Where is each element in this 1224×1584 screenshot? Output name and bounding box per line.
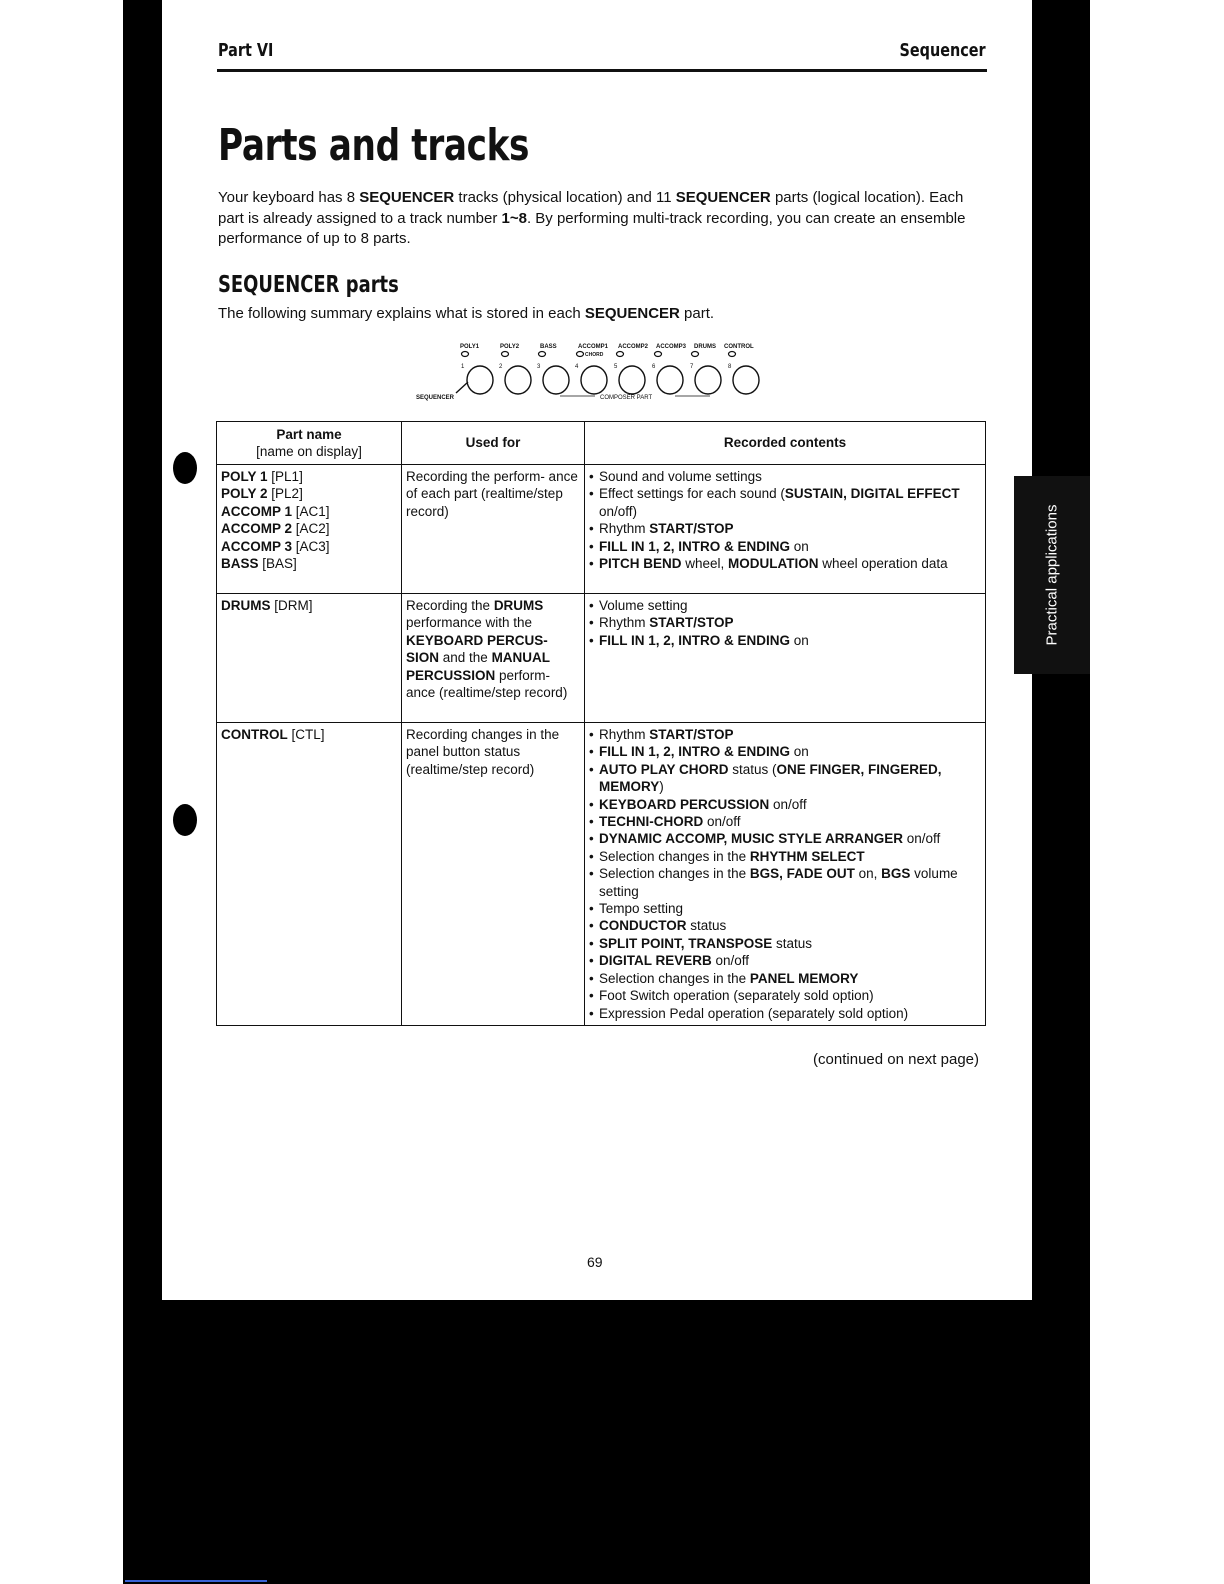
used-for-cell: Recording the perform- ance of each part (realtime/step record) xyxy=(402,465,585,594)
header-part: Part VI xyxy=(218,40,274,61)
used-for-cell: Recording changes in the panel button status (realtime/step record) xyxy=(402,723,585,1026)
summary-text: The following summary explains what is stored in each SEQUENCER part. xyxy=(218,305,715,322)
side-tab xyxy=(1014,476,1090,674)
bottom-link-line xyxy=(125,1580,267,1582)
label-drums: DRUMS xyxy=(694,344,716,350)
sequencer-label: SEQUENCER xyxy=(416,395,455,401)
svg-text:3: 3 xyxy=(537,364,541,370)
svg-text:8: 8 xyxy=(728,364,732,370)
header-part-name: Part name [name on display] xyxy=(217,422,402,465)
label-accomp2: ACCOMP2 xyxy=(618,344,649,350)
part-names-cell: DRUMS [DRM] xyxy=(217,594,402,723)
table-row xyxy=(217,465,986,594)
table-row xyxy=(217,723,986,1026)
track-numbers xyxy=(461,364,732,370)
label-control: CONTROL xyxy=(724,344,754,350)
table-header-row xyxy=(217,422,986,465)
recorded-contents-cell: • Sound and volume settings • Effect settings for each sound (SUSTAIN, DIGITAL EFFECT on/off) • Rhythm START/STOP • FILL IN 1, 2, INTRO & ENDING on • PITCH BEND wheel, MODULATION wheel operation data xyxy=(585,465,986,594)
sequencer-part-buttons-diagram xyxy=(410,338,780,408)
svg-text:7: 7 xyxy=(690,364,694,370)
label-accomp1: ACCOMP1 xyxy=(578,344,609,350)
svg-text:2: 2 xyxy=(499,364,503,370)
page-title: Parts and tracks xyxy=(218,120,530,171)
intro-paragraph: Your keyboard has 8 SEQUENCER tracks (physical location) and 11 SEQUENCER parts (logical location). Each part is already assigned to a track number 1~8. By performing multi-track recording, you can create an ensemble performance of up to 8 parts. xyxy=(218,189,966,247)
svg-text:4: 4 xyxy=(575,364,579,370)
table-row xyxy=(217,594,986,723)
header-section: Sequencer xyxy=(899,40,986,61)
scan-margin-right xyxy=(1090,0,1224,1584)
binder-hole-icon xyxy=(173,804,197,836)
label-poly2: POLY2 xyxy=(500,344,520,350)
label-chord: CHORD xyxy=(585,352,604,358)
page-number: 69 xyxy=(587,1254,603,1270)
svg-text:1: 1 xyxy=(461,364,465,370)
header-used-for: Used for xyxy=(402,422,585,465)
svg-text:5: 5 xyxy=(614,364,618,370)
header-recorded-contents: Recorded contents xyxy=(585,422,986,465)
part-names-cell: POLY 1 [PL1] POLY 2 [PL2] ACCOMP 1 [AC1] ACCOMP 2 [AC2] ACCOMP 3 [AC3] BASS [BAS] xyxy=(217,465,402,594)
used-for-cell: Recording the DRUMS performance with the KEYBOARD PERCUS- SION and the MANUAL PERCUSSION perform- ance (realtime/step record) xyxy=(402,594,585,723)
recorded-contents-cell: • Volume setting • Rhythm START/STOP • FILL IN 1, 2, INTRO & ENDING on xyxy=(585,594,986,723)
svg-text:6: 6 xyxy=(652,364,656,370)
sequencer-parts-table xyxy=(216,421,986,1026)
part-names-cell: CONTROL [CTL] xyxy=(217,723,402,1026)
label-accomp3: ACCOMP3 xyxy=(656,344,687,350)
header-rule xyxy=(217,69,987,72)
continued-note: (continued on next page) xyxy=(813,1051,979,1068)
label-poly1: POLY1 xyxy=(460,344,480,350)
label-bass: BASS xyxy=(540,344,557,350)
scan-margin-left xyxy=(0,0,123,1584)
composer-part-label: COMPOSER PART xyxy=(600,395,653,401)
binder-hole-icon xyxy=(173,452,197,484)
section-heading: SEQUENCER parts xyxy=(218,272,399,298)
track-buttons xyxy=(456,366,759,396)
side-tab-label: Practical applications xyxy=(1043,504,1061,646)
recorded-contents-cell: • Rhythm START/STOP • FILL IN 1, 2, INTRO & ENDING on • AUTO PLAY CHORD status (ONE FINGER, FINGERED, MEMORY) • KEYBOARD PERCUSSION on/off • TECHNI-CHORD on/off • DYNAMIC ACCOMP, MUSIC STYLE ARRANGER on/off • Selection changes in the RHYTHM SELECT • Selection changes in the BGS, FADE OUT on, BGS volume setting • Tempo setting • CONDUCTOR status • SPLIT POINT, TRANSPOSE status • DIGITAL REVERB on/off • Selection changes in the PANEL MEMORY • Foot Switch operation (separately sold option) • Expression Pedal operation (separately sold option) xyxy=(585,723,986,1026)
